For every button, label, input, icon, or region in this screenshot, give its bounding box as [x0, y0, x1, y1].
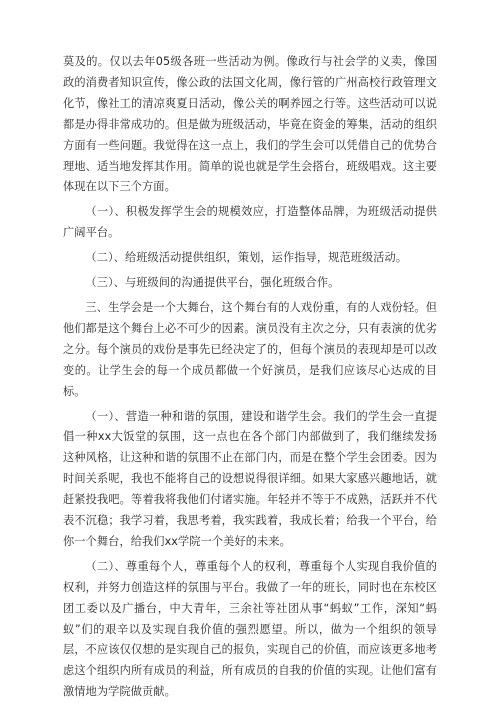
paragraph-point-2: （二）、给班级活动提供组织，策划，运作指导，规范班级活动。: [85, 251, 408, 265]
paragraph-point-3: （三）、与班级间的沟通提供平台，强化班级合作。: [85, 276, 340, 290]
paragraph-subpoint-1: （一）、营造一种和谐的氛围，建设和谐学生会。我们的学生会一直提倡一种xx大饭堂的氛围，这一点也在各个部门内部做到了，我们继续发扬这种风格，让这种和谐的氛围不止在部门内，而是在整个学生会团委。因为时间关系呢，我也不能将自己的设想说得很详细。如果大家感兴趣地话，就赶紧投我吧。等着我将我他们付诸实施。年轻并不等于不成熟，活跃并不代表不沉稳；我学习着，我思考着，我实践着，我成长着；给我一个平台，给你一个舞台，给我们xx学院一个美好的未来。: [63, 409, 437, 548]
paragraph-section-3: 三、生学会是一个大舞台，这个舞台有的人戏份重，有的人戏份轻。但他们都是这个舞台上必不可少的因素。演员没有主次之分，只有表演的优劣之分。每个演员的戏份是事先已经决定了的，但每个演员的表现却是可以改变的。让学生会的每一个成员都做一个好演员，是我们应该尽心达成的目标。: [63, 300, 437, 398]
paragraph-subpoint-2: （二）、尊重每个人，尊重每个人的权利，尊重每个人实现自我价值的权利，并努力创造这样的氛围与平台。我做了一年的班长，同时也在东校区团工委以及广播台，中大青年，三余社等社团从事“蚂蚁”工作，深知“蚂蚁”们的艰辛以及实现自我价值的强烈愿望。所以，做为一个组织的领导层，不应该仅仅想的是实现自己的报负，实现自己的价值，而应该更多地考虑这个组织内所有成员的利益，所有成员的自我的价值的实现。让他们富有激情地为学院做贡献。: [63, 559, 437, 699]
paragraph-point-1: （一）、积极发挥学生会的规模效应，打造整体品牌，为班级活动提供广阔平台。: [63, 205, 437, 240]
paragraph-intro: 莫及的。仅以去年05级各班一些活动为例。像政行与社会学的义卖，像国政的消费者知识宣传，像公政的法国文化周，像行管的广州高校行政管理文化节，像社工的清凉爽夏日活动，像公关的啊养园之行等。这些活动可以说都是办得非常成功的。但是做为班级活动，毕竟在资金的筹集，活动的组织方面有一些问题。我觉得在这一点上，我们的学生会可以凭借自己的优势合理地、适当地发挥其作用。简单的说也就是学生会搭台，班级唱戏。这主要体现在以下三个方面。: [63, 55, 437, 194]
document-body: [63, 52, 437, 703]
